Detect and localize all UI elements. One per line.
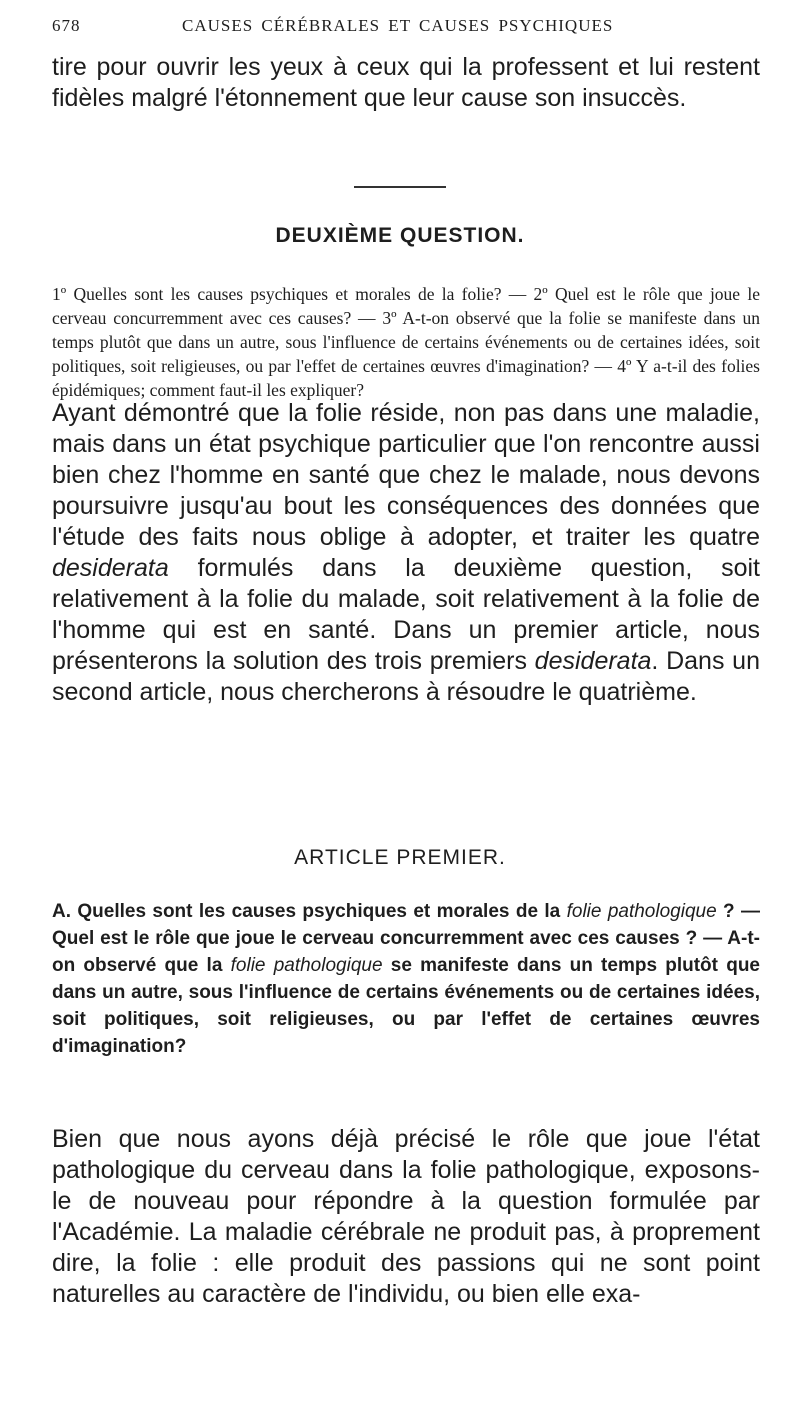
intro-paragraph: tire pour ouvrir les yeux à ceux qui la professent et lui restent fidèles malgré l'étonnement que leur cause son insuccès. [52, 53, 760, 112]
main-paragraph-italic: desiderata [534, 647, 652, 675]
article-heading: ARTICLE PREMIER. [294, 846, 506, 869]
main-paragraph-italic: desiderata [52, 554, 169, 582]
question-list: 1º Quelles sont les causes psychiques et morales de la folie? — 2º Quel est le rôle que joue le cerveau concurremment avec ces causes? — 3º A-t-on observé que la folie se manifeste dans un temps plutôt que dans un autre, sous l'influence de certains événements ou de certaines idées, soit politiques, soit religieuses, ou par l'effet de certaines œuvres d'imagination? — 4º Y a-t-il des folies épidémiques; comment faut-il les expliquer? [52, 284, 760, 400]
main-paragraph [52, 398, 760, 708]
page-number: 678 [52, 16, 81, 35]
article-question-italic: folie pathologique [566, 901, 717, 922]
main-paragraph-text: Ayant démontré que la folie réside, non pas dans une maladie, mais dans un état psychique particulier que l'on rencontre aussi bien chez l'homme en santé que chez le malade, nous devons poursuivre jusqu'au bout les conséquences des données que l'étude des faits nous oblige à adopter, et traiter les quatre [52, 399, 760, 551]
article-question [52, 898, 760, 1060]
article-question-text: ? — Quel est le rôle que joue le cerveau concurremment avec ces causes ? — A-t-on observé que la [52, 901, 760, 976]
section-divider [354, 186, 446, 188]
running-title: CAUSES CÉRÉBRALES ET CAUSES PSYCHIQUES [182, 16, 614, 35]
running-header [52, 16, 762, 40]
final-paragraph: Bien que nous ayons déjà précisé le rôle que joue l'état pathologique du cerveau dans la folie pathologique, exposons-le de nouveau pour répondre à la question formulée par l'Académie. La maladie cérébrale ne produit pas, à proprement dire, la folie : elle produit des passions qui ne sont point naturelles au caractère de l'individu, ou bien elle exa- [52, 1125, 760, 1308]
section-heading: DEUXIÈME QUESTION. [275, 224, 525, 247]
article-question-text: A. Quelles sont les causes psychiques et morales de la [52, 901, 567, 922]
article-question-text: se manifeste dans un temps plutôt que dans un autre, sous l'influence de certains événements ou de certaines idées, soit politiques, soit religieuses, ou par l'effet de certaines œuvres d'imagination? [52, 955, 760, 1057]
main-paragraph-text: . Dans un second article, nous chercherons à résoudre le quatrième. [52, 647, 760, 706]
main-paragraph-text: formulés dans la deuxième question, soit relativement à la folie du malade, soit relativement à la folie de l'homme qui est en santé. Dans un premier article, nous présenterons la solution des trois premiers [52, 554, 760, 675]
article-question-italic: folie pathologique [230, 955, 383, 976]
